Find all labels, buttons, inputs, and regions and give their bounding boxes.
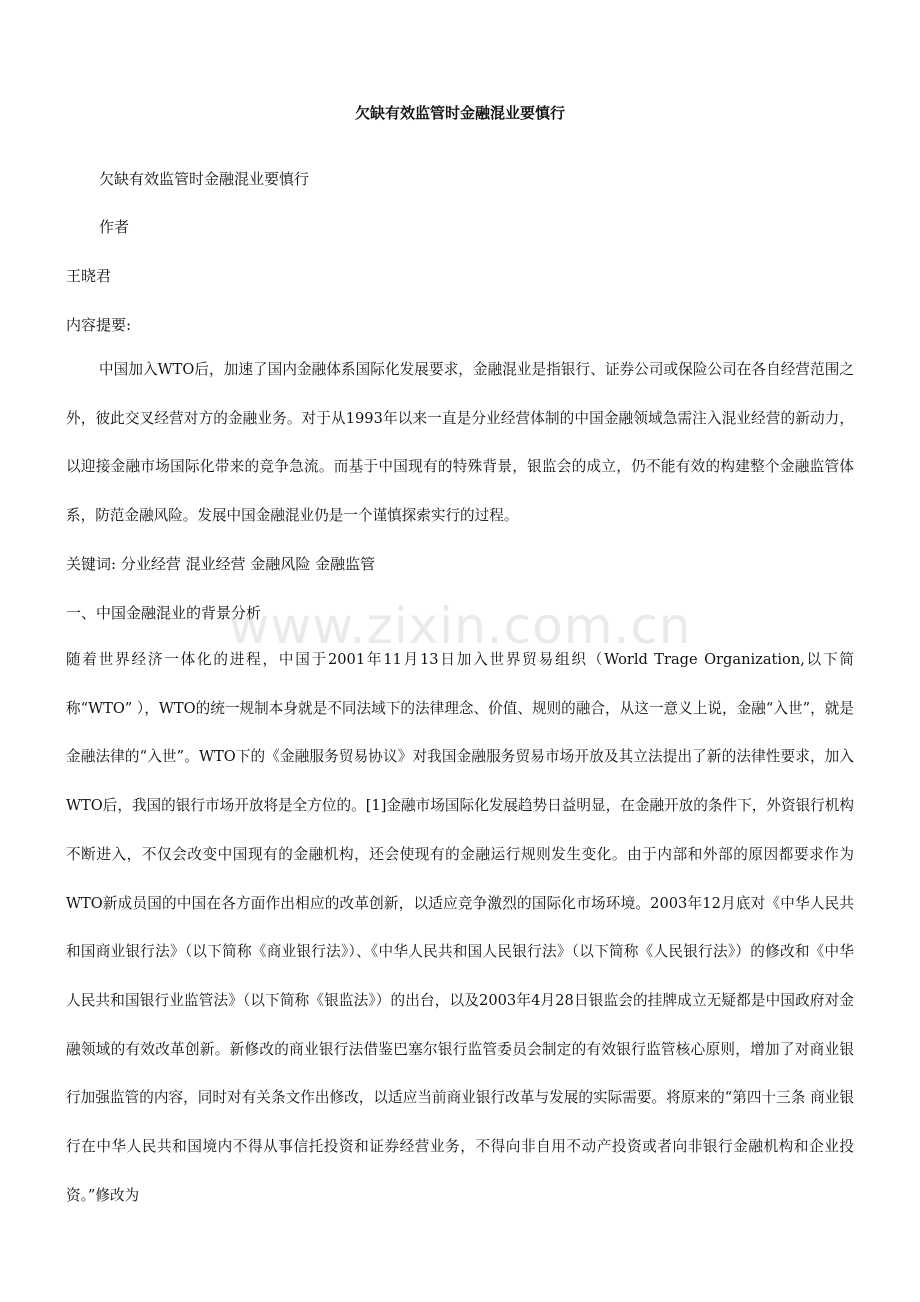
author-name: 王晓君 [66, 267, 112, 285]
author-label: 作者 [99, 218, 130, 236]
abstract-label: 内容提要: [66, 316, 132, 334]
keywords-line: 关键词: 分业经营 混业经营 金融风险 金融监管 [66, 555, 376, 573]
section-body-paragraph: 随着世界经济一体化的进程，中国于2001年11月13日加入世界贸易组织（World Trage Organization,以下简称“WTO” ），WTO的统一规制本身就是不同法域下的法律理念、价值、规则的融合，从这一意义上说，金融“入世”，就是金融法律的“入世”。WTO下的《金融服务贸易协议》对我国金融服务贸易市场开放及其立法提出了新的法律性要求，加入WTO后，我国的银行市场开放将是全方位的。[1]金融市场国际化发展趋势日益明显，在金融开放的条件下，外资银行机构不断进入，不仅会改变中国现有的金融机构，还会使现有的金融运行规则发生变化。由于内部和外部的原因都要求作为WTO新成员国的中国在各方面作出相应的改革创新，以适应竞争激烈的国际化市场环境。2003年12月底对《中华人民共和国商业银行法》（以下简称《商业银行法》）、《中华人民共和国人民银行法》（以下简称《人民银行法》）的修改和《中华人民共和国银行业监管法》（以下简称《银监法》）的出台，以及2003年4月28日银监会的挂牌成立无疑都是中国政府对金融领域的有效改革创新。新修改的商业银行法借鉴巴塞尔银行监管委员会制定的有效银行监管核心原则，增加了对商业银行加强监管的内容，同时对有关条文作出修改，以适应当前商业银行改革与发展的实际需要。将原来的“第四十三条 商业银行在中华人民共和国境内不得从事信托投资和证券经营业务，不得向非自用不动产投资或者向非银行金融机构和企业投资。”修改为 [66, 651, 854, 1204]
document-title: 欠缺有效监管时金融混业要慎行 [354, 104, 565, 122]
document-subtitle: 欠缺有效监管时金融混业要慎行 [99, 170, 310, 188]
abstract-paragraph: 中国加入WTO后，加速了国内金融体系国际化发展要求，金融混业是指银行、证券公司或保险公司在各自经营范围之外，彼此交叉经营对方的金融业务。对于从1993年以来一直是分业经营体制的中国金融领域急需注入混业经营的新动力，以迎接金融市场国际化带来的竞争急流。而基于中国现有的特殊背景，银监会的成立，仍不能有效的构建整个金融监管体系，防范金融风险。发展中国金融混业仍是一个谨慎探索实行的过程。 [66, 361, 854, 525]
watermark-logo: www.zixin.com.cn [228, 597, 692, 655]
section-heading: 一、中国金融混业的背景分析 [66, 604, 262, 622]
